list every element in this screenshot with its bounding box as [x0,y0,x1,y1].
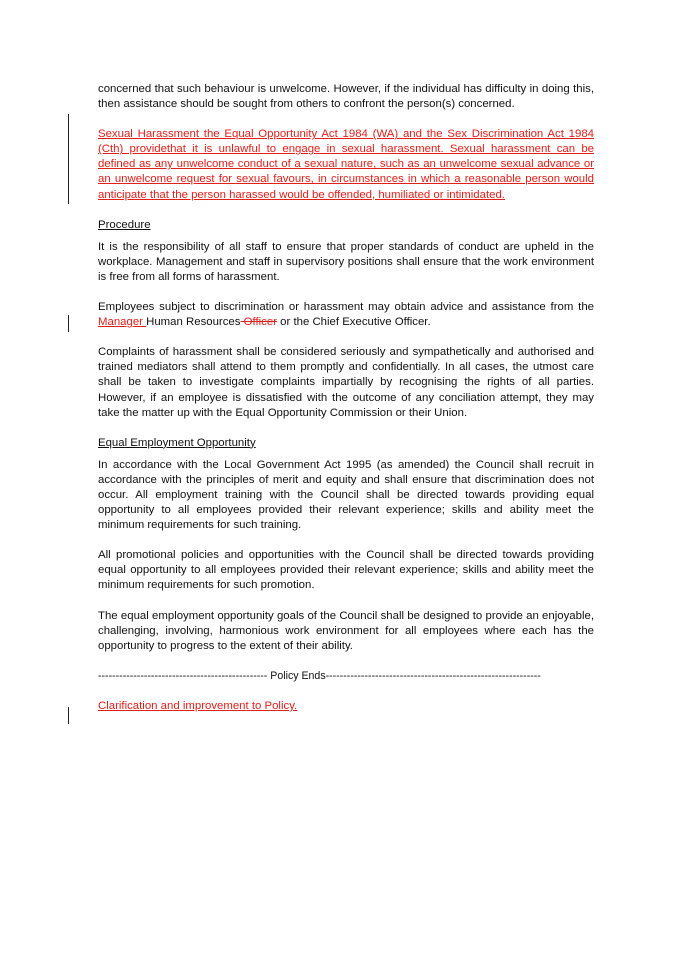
eeo-paragraph-2: All promotional policies and opportunities with the Council shall be directed towards providing equal opportunity to all employees provided their relevant experience; skills and ability meet the minimum requirements for such promotion. [98,549,594,592]
deleted-officer: Officer [240,316,277,329]
change-bar-clarification [68,707,69,724]
procedure-p2-text-b: Human Resources [146,316,241,329]
procedure-paragraph-2 [98,300,594,330]
eeo-heading: Equal Employment Opportunity [98,436,256,449]
change-bar-sexual-harassment [68,114,69,204]
eeo-paragraph-3: The equal employment opportunity goals of the Council shall be designed to provide an enjoyable, challenging, involving, harmonious work environment for all employees where each has the opportunity to progress to the extent of their ability. [98,609,594,652]
eeo-paragraph-1: In accordance with the Local Government Act 1995 (as amended) the Council shall recruit in accordance with the principles of merit and equity and shall ensure that discrimination does not occur. All employment training with the Council shall be directed towards providing equal opportunity to all employees provided their relevant experience; skills and ability meet the minimum requirements for such training. [98,458,594,532]
inserted-manager: Manager [98,316,147,329]
policy-ends-divider: ------------------------------------------------ Policy Ends------------------------------------------------------------- [98,669,541,682]
procedure-p2-text-a: Employees subject to discrimination or harassment may obtain advice and assistance from the [98,301,594,314]
sexual-harassment-paragraph: Sexual Harassment the Equal Opportunity Act 1984 (WA) and the Sex Discrimination Act 1984 (Cth) providethat it is unlawful to engage in sexual harassment. Sexual harassment can be defined as any unwelcome conduct of a sexual nature, such as an unwelcome sexual advance or an unwelcome request for sexual favours, in circumstances in which a reasonable person would anticipate that the person harassed would be offended, humiliated or intimidated. [98,128,594,201]
clarification-note: Clarification and improvement to Policy. [98,699,298,712]
procedure-paragraph-1: It is the responsibility of all staff to ensure that proper standards of conduct are upheld in the workplace. Management and staff in supervisory positions shall ensure that the work environment is free from all forms of harassment. [98,240,594,283]
document-page [98,82,594,714]
intro-paragraph: concerned that such behaviour is unwelcome. However, if the individual has difficulty in doing this, then assistance should be sought from others to confront the person(s) concerned. [98,83,594,111]
change-bar-procedure [68,315,69,332]
procedure-heading: Procedure [98,218,151,231]
procedure-p2-text-c: or the Chief Executive Officer. [276,316,431,329]
procedure-paragraph-3: Complaints of harassment shall be considered seriously and sympathetically and authorised and trained mediators shall attend to them promptly and confidentially. In all cases, the utmost care shall be taken to investigate complaints impartially by recognising the rights of all parties. However, if an employee is dissatisfied with the outcome of any conciliation attempt, they may take the matter up with the Equal Opportunity Commission or their Union. [98,346,594,419]
